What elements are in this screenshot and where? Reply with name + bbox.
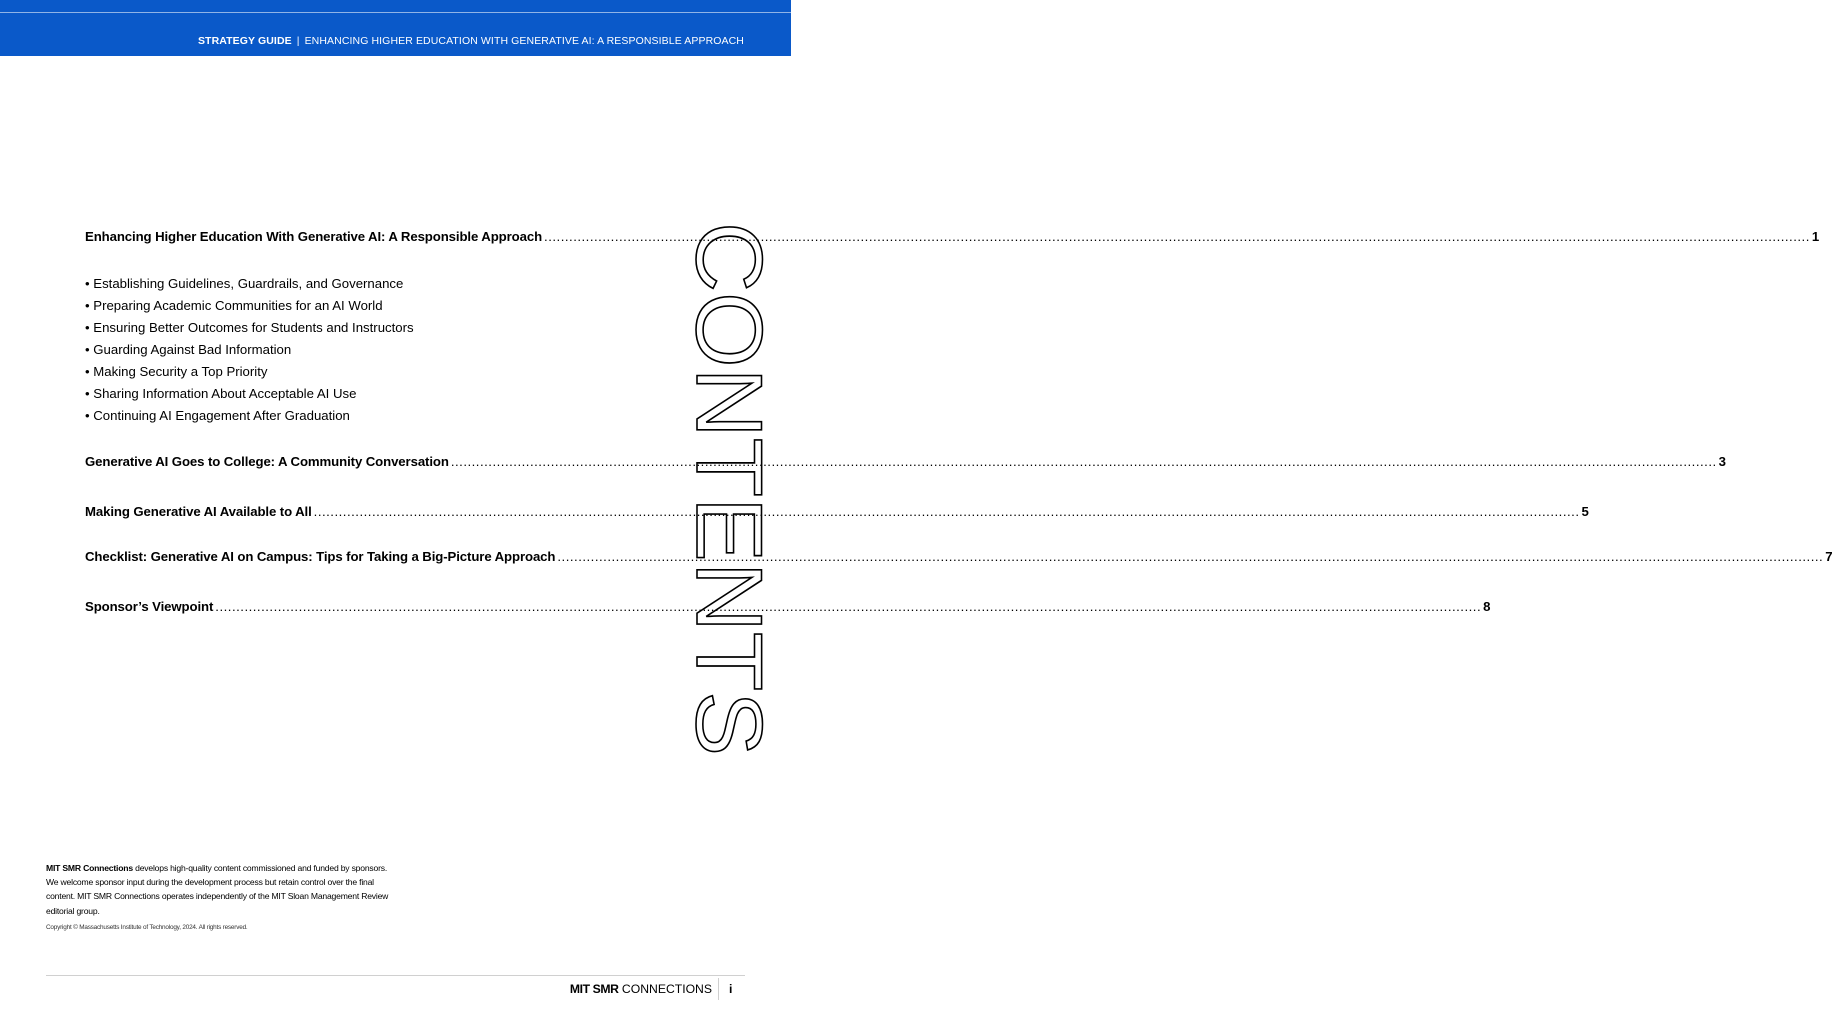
- toc-entry-page[interactable]: 7: [1825, 549, 1832, 564]
- toc-entry-page[interactable]: 1: [1811, 229, 1820, 244]
- disclaimer: [46, 861, 391, 918]
- contents-heading: [675, 222, 782, 756]
- header-title: ENHANCING HIGHER EDUCATION WITH GENERATIVE AI: A RESPONSIBLE APPROACH: [304, 35, 744, 47]
- footer-logo-light: CONNECTIONS: [618, 982, 712, 996]
- toc-entry-4[interactable]: [85, 549, 1832, 564]
- toc-entry-title[interactable]: Checklist: Generative AI on Campus: Tips for Taking a Big-Picture Approach: [85, 549, 556, 564]
- footer-divider: [718, 978, 719, 1000]
- disclaimer-brand: MIT SMR Connections: [46, 863, 133, 873]
- toc-sub-item[interactable]: • Sharing Information About Acceptable AI Use: [85, 386, 357, 401]
- toc-leader-dots: [314, 504, 1580, 519]
- toc-entry-title[interactable]: Enhancing Higher Education With Generative AI: A Responsible Approach: [85, 229, 543, 244]
- copyright-notice: Copyright © Massachusetts Institute of Technology, 2024. All rights reserved.: [46, 924, 248, 931]
- toc-leader-dots: [215, 599, 1481, 614]
- footer-page-number: i: [729, 982, 733, 996]
- toc-entry-title[interactable]: Making Generative AI Available to All: [85, 504, 312, 519]
- toc-entry-title[interactable]: Sponsor’s Viewpoint: [85, 599, 214, 614]
- toc-sub-item[interactable]: • Guarding Against Bad Information: [85, 342, 292, 357]
- disclaimer-text: develops high-quality content commissioned and funded by sponsors. We welcome sponsor input during the development process but retain control over the final content. MIT SMR Connections operates independently of the MIT Sloan Management Review editorial group.: [46, 863, 389, 916]
- toc-entry-5[interactable]: [85, 599, 1491, 614]
- footer-logo-bold: MIT SMR: [569, 982, 619, 996]
- footer-logo: [570, 982, 712, 996]
- toc-entry-3[interactable]: [85, 504, 1589, 519]
- header-label: STRATEGY GUIDE: [197, 35, 292, 47]
- toc-entry-page[interactable]: 5: [1581, 504, 1589, 519]
- toc-sub-item[interactable]: • Establishing Guidelines, Guardrails, and Governance: [85, 276, 404, 291]
- footer-rule: [46, 975, 745, 976]
- header-separator: |: [296, 35, 300, 47]
- toc-sub-list: [85, 273, 605, 427]
- toc-sub-item[interactable]: • Making Security a Top Priority: [85, 364, 268, 379]
- toc-leader-dots: [451, 454, 1717, 469]
- toc-entry-page[interactable]: 3: [1718, 454, 1726, 469]
- toc-sub-item[interactable]: • Continuing AI Engagement After Graduation: [85, 408, 350, 423]
- header-rule: [0, 12, 791, 13]
- toc-entry-1[interactable]: [85, 229, 1820, 244]
- contents-heading-text: CONTENTS: [677, 222, 782, 739]
- toc-entry-2[interactable]: [85, 454, 1726, 469]
- header-band: [0, 0, 791, 56]
- running-header: [198, 35, 744, 47]
- toc-entry-page[interactable]: 8: [1483, 599, 1491, 614]
- toc-sub-item[interactable]: • Preparing Academic Communities for an AI World: [85, 298, 383, 313]
- toc-entry-title[interactable]: Generative AI Goes to College: A Community Conversation: [85, 454, 449, 469]
- toc-sub-item[interactable]: • Ensuring Better Outcomes for Students and Instructors: [85, 320, 414, 335]
